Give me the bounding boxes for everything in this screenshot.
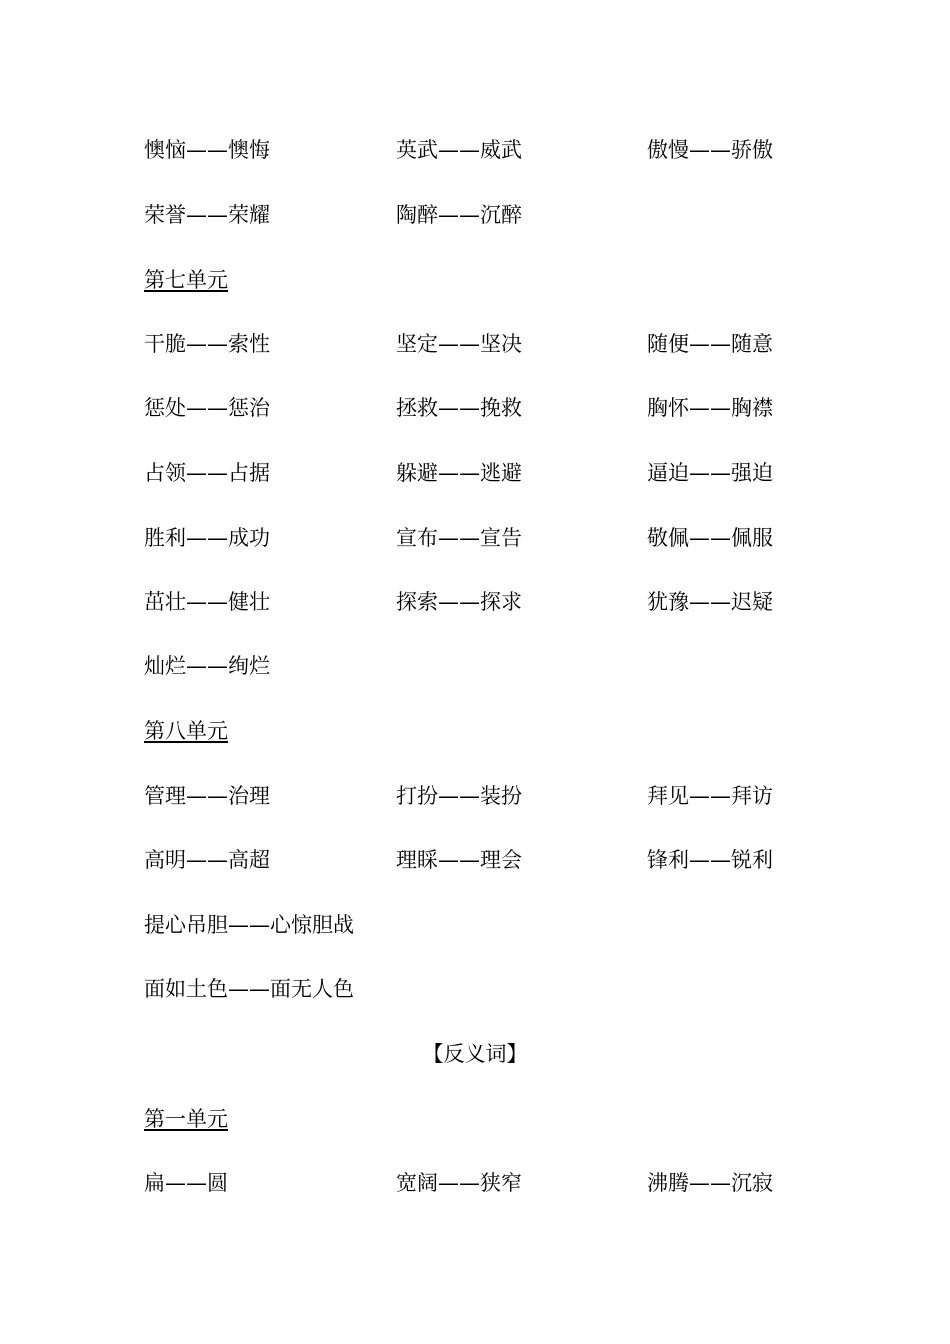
word-pair: 拯救——挽救: [396, 396, 522, 420]
unit-heading: [144, 265, 844, 295]
word-pair: 犹豫——迟疑: [647, 590, 773, 614]
synonym-row: [144, 781, 844, 811]
unit-heading-text: 第一单元: [144, 1107, 228, 1131]
word-pair: 锋利——锐利: [647, 848, 773, 872]
word-pair: 高明——高超: [144, 848, 270, 872]
unit-heading-text: 第七单元: [144, 268, 228, 292]
word-pair: 傲慢——骄傲: [647, 138, 773, 162]
synonym-row: [144, 845, 844, 875]
word-pair: 荣誉——荣耀: [144, 203, 270, 227]
word-pair: 干脆——索性: [144, 332, 270, 356]
word-pair: 打扮——装扮: [396, 784, 522, 808]
word-pair: 陶醉——沉醉: [396, 203, 522, 227]
word-pair: 坚定——坚决: [396, 332, 522, 356]
word-pair: 宽阔——狭窄: [396, 1171, 522, 1195]
synonym-row: [144, 523, 844, 553]
word-pair: 提心吊胆——心惊胆战: [144, 913, 354, 937]
word-pair: 英武——威武: [396, 138, 522, 162]
word-pair: 茁壮——健壮: [144, 590, 270, 614]
unit-heading: [144, 1104, 844, 1134]
word-pair: 敬佩——佩服: [647, 526, 773, 550]
word-pair: 管理——治理: [144, 784, 270, 808]
word-pair: 懊恼——懊悔: [144, 138, 270, 162]
synonym-row: [144, 587, 844, 617]
unit-heading: [144, 716, 844, 746]
synonym-row: [144, 458, 844, 488]
synonym-row: [144, 910, 844, 940]
synonym-row: [144, 329, 844, 359]
word-pair: 惩处——惩治: [144, 396, 270, 420]
word-pair: 随便——随意: [647, 332, 773, 356]
antonym-row: [144, 1168, 844, 1198]
word-pair: 理睬——理会: [396, 848, 522, 872]
word-pair: 宣布——宣告: [396, 526, 522, 550]
word-pair: 面如土色——面无人色: [144, 977, 354, 1001]
synonym-row: [144, 651, 844, 681]
word-pair: 占领——占据: [144, 461, 270, 485]
synonym-row: [144, 135, 844, 165]
unit-heading-text: 第八单元: [144, 719, 228, 743]
word-pair: 躲避——逃避: [396, 461, 522, 485]
word-pair: 拜见——拜访: [647, 784, 773, 808]
word-pair: 胸怀——胸襟: [647, 396, 773, 420]
section-title: 【反义词】: [422, 1042, 528, 1066]
word-pair: 沸腾——沉寂: [647, 1171, 773, 1195]
synonym-row: [144, 393, 844, 423]
word-pair: 扁——圆: [144, 1171, 228, 1195]
word-pair: 灿烂——绚烂: [144, 654, 270, 678]
word-pair: 探索——探求: [396, 590, 522, 614]
word-pair: 胜利——成功: [144, 526, 270, 550]
word-pair: 逼迫——强迫: [647, 461, 773, 485]
synonym-row: [144, 974, 844, 1004]
synonym-row: [144, 200, 844, 230]
